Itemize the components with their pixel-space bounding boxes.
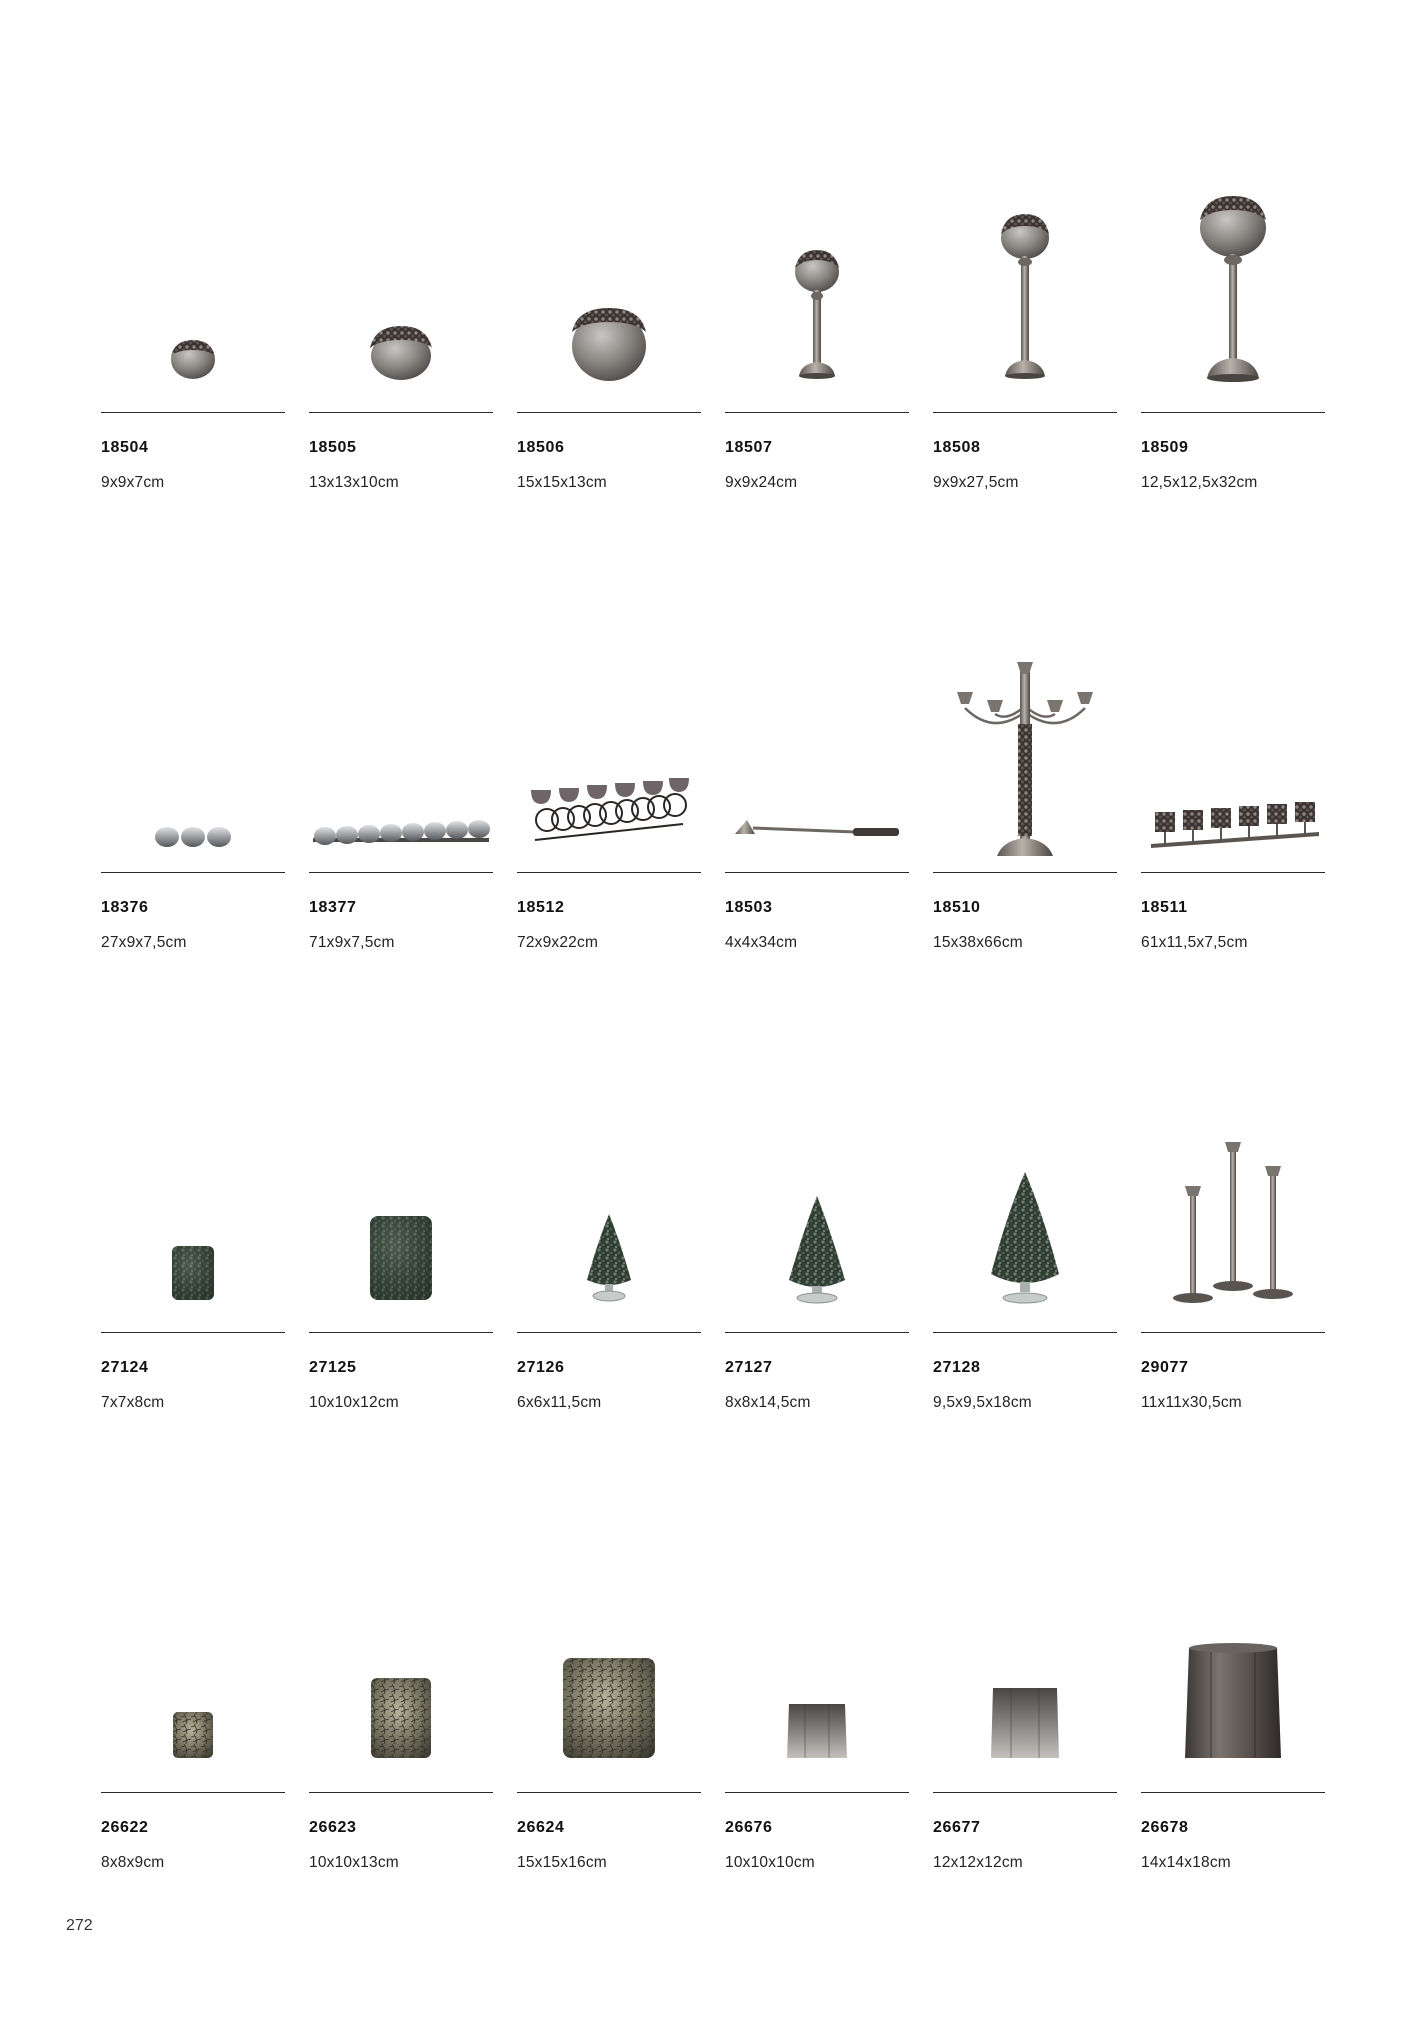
product-code: 27125 xyxy=(309,1359,357,1376)
product-code: 18503 xyxy=(725,899,773,916)
green-mosaic-votive-small-icon xyxy=(101,1104,285,1332)
hexagon-votive-medium-icon xyxy=(933,1564,1117,1792)
product-size: 13x13x10cm xyxy=(309,474,399,491)
page-number: 272 xyxy=(66,1917,93,1934)
product-divider xyxy=(933,1792,1117,1793)
product-divider xyxy=(517,1792,701,1793)
product-card xyxy=(101,1564,285,2024)
eight-glass-tealights-icon xyxy=(309,644,493,872)
product-size: 9x9x7cm xyxy=(101,474,165,491)
product-card xyxy=(933,644,1117,1104)
product-size: 8x8x14,5cm xyxy=(725,1394,811,1411)
product-size: 9,5x9,5x18cm xyxy=(933,1394,1032,1411)
tealight-bar-icon xyxy=(1141,644,1325,872)
product-card xyxy=(517,1104,701,1564)
product-divider xyxy=(309,872,493,873)
product-code: 27127 xyxy=(725,1359,773,1376)
product-code: 26677 xyxy=(933,1819,981,1836)
product-card xyxy=(725,1104,909,1564)
product-divider xyxy=(517,1332,701,1333)
product-size: 72x9x22cm xyxy=(517,934,599,951)
product-size: 15x15x16cm xyxy=(517,1854,607,1871)
loop-candle-holder-icon xyxy=(517,644,701,872)
product-code: 26623 xyxy=(309,1819,357,1836)
product-divider xyxy=(1141,872,1325,873)
product-card xyxy=(101,1104,285,1564)
product-row xyxy=(101,1564,1327,2024)
product-divider xyxy=(933,1332,1117,1333)
product-size: 9x9x27,5cm xyxy=(933,474,1019,491)
product-divider xyxy=(101,1792,285,1793)
product-divider xyxy=(725,412,909,413)
product-size: 27x9x7,5cm xyxy=(101,934,187,951)
product-code: 26624 xyxy=(517,1819,565,1836)
crackle-votive-medium-icon xyxy=(309,1564,493,1792)
product-code: 18506 xyxy=(517,439,565,456)
product-size: 14x14x18cm xyxy=(1141,1854,1231,1871)
small-flower-votive-icon xyxy=(101,184,285,412)
product-size: 10x10x10cm xyxy=(725,1854,815,1871)
mosaic-tree-small-icon xyxy=(517,1104,701,1332)
product-divider xyxy=(933,412,1117,413)
product-card xyxy=(1141,184,1325,644)
flower-goblet-medium-icon xyxy=(933,184,1117,412)
product-size: 8x8x9cm xyxy=(101,1854,165,1871)
product-size: 12,5x12,5x32cm xyxy=(1141,474,1258,491)
product-card xyxy=(933,1564,1117,2024)
product-size: 12x12x12cm xyxy=(933,1854,1023,1871)
flower-goblet-large-icon xyxy=(1141,184,1325,412)
product-divider xyxy=(725,1332,909,1333)
product-code: 26676 xyxy=(725,1819,773,1836)
product-divider xyxy=(1141,412,1325,413)
product-size: 11x11x30,5cm xyxy=(1141,1394,1242,1411)
product-card xyxy=(1141,1104,1325,1564)
product-card xyxy=(933,1104,1117,1564)
product-card xyxy=(725,644,909,1104)
product-divider xyxy=(309,1792,493,1793)
product-code: 18511 xyxy=(1141,899,1188,916)
product-divider xyxy=(101,1332,285,1333)
product-card xyxy=(1141,644,1325,1104)
product-code: 18510 xyxy=(933,899,981,916)
product-code: 18376 xyxy=(101,899,149,916)
candelabra-icon xyxy=(933,644,1117,872)
crackle-votive-large-icon xyxy=(517,1564,701,1792)
product-divider xyxy=(101,872,285,873)
product-code: 18512 xyxy=(517,899,565,916)
product-card xyxy=(1141,1564,1325,2024)
product-code: 27128 xyxy=(933,1359,981,1376)
large-flower-votive-icon xyxy=(517,184,701,412)
product-card xyxy=(517,184,701,644)
product-divider xyxy=(309,1332,493,1333)
three-glass-tealights-icon xyxy=(101,644,285,872)
product-size: 9x9x24cm xyxy=(725,474,798,491)
product-size: 10x10x13cm xyxy=(309,1854,399,1871)
product-size: 6x6x11,5cm xyxy=(517,1394,602,1411)
product-card xyxy=(517,1564,701,2024)
product-size: 61x11,5x7,5cm xyxy=(1141,934,1248,951)
product-size: 71x9x7,5cm xyxy=(309,934,395,951)
product-card xyxy=(309,1564,493,2024)
product-divider xyxy=(309,412,493,413)
product-size: 4x4x34cm xyxy=(725,934,798,951)
product-size: 10x10x12cm xyxy=(309,1394,399,1411)
product-card xyxy=(101,184,285,644)
product-divider xyxy=(933,872,1117,873)
product-divider xyxy=(725,872,909,873)
product-card xyxy=(725,184,909,644)
product-size: 15x15x13cm xyxy=(517,474,607,491)
product-divider xyxy=(1141,1792,1325,1793)
medium-flower-votive-icon xyxy=(309,184,493,412)
product-code: 27124 xyxy=(101,1359,149,1376)
product-size: 7x7x8cm xyxy=(101,1394,165,1411)
candle-snuffer-icon xyxy=(725,644,909,872)
mosaic-tree-large-icon xyxy=(933,1104,1117,1332)
flower-goblet-small-icon xyxy=(725,184,909,412)
product-code: 26678 xyxy=(1141,1819,1189,1836)
hexagon-votive-small-icon xyxy=(725,1564,909,1792)
product-card xyxy=(101,644,285,1104)
product-code: 18509 xyxy=(1141,439,1189,456)
hexagon-votive-large-icon xyxy=(1141,1564,1325,1792)
product-row xyxy=(101,1104,1327,1564)
product-code: 18377 xyxy=(309,899,357,916)
product-divider xyxy=(517,412,701,413)
product-divider xyxy=(1141,1332,1325,1333)
product-size: 15x38x66cm xyxy=(933,934,1023,951)
candlestick-trio-icon xyxy=(1141,1104,1325,1332)
product-code: 18507 xyxy=(725,439,773,456)
product-card xyxy=(933,184,1117,644)
product-code: 18505 xyxy=(309,439,357,456)
product-row xyxy=(101,644,1327,1104)
product-row xyxy=(101,184,1327,644)
product-card xyxy=(517,644,701,1104)
product-divider xyxy=(517,872,701,873)
crackle-votive-small-icon xyxy=(101,1564,285,1792)
product-card xyxy=(309,184,493,644)
product-divider xyxy=(101,412,285,413)
product-code: 27126 xyxy=(517,1359,565,1376)
product-code: 18508 xyxy=(933,439,981,456)
product-divider xyxy=(725,1792,909,1793)
product-code: 26622 xyxy=(101,1819,149,1836)
product-code: 29077 xyxy=(1141,1359,1189,1376)
product-code: 18504 xyxy=(101,439,149,456)
product-card xyxy=(309,1104,493,1564)
mosaic-tree-medium-icon xyxy=(725,1104,909,1332)
green-mosaic-votive-large-icon xyxy=(309,1104,493,1332)
product-card xyxy=(309,644,493,1104)
product-card xyxy=(725,1564,909,2024)
